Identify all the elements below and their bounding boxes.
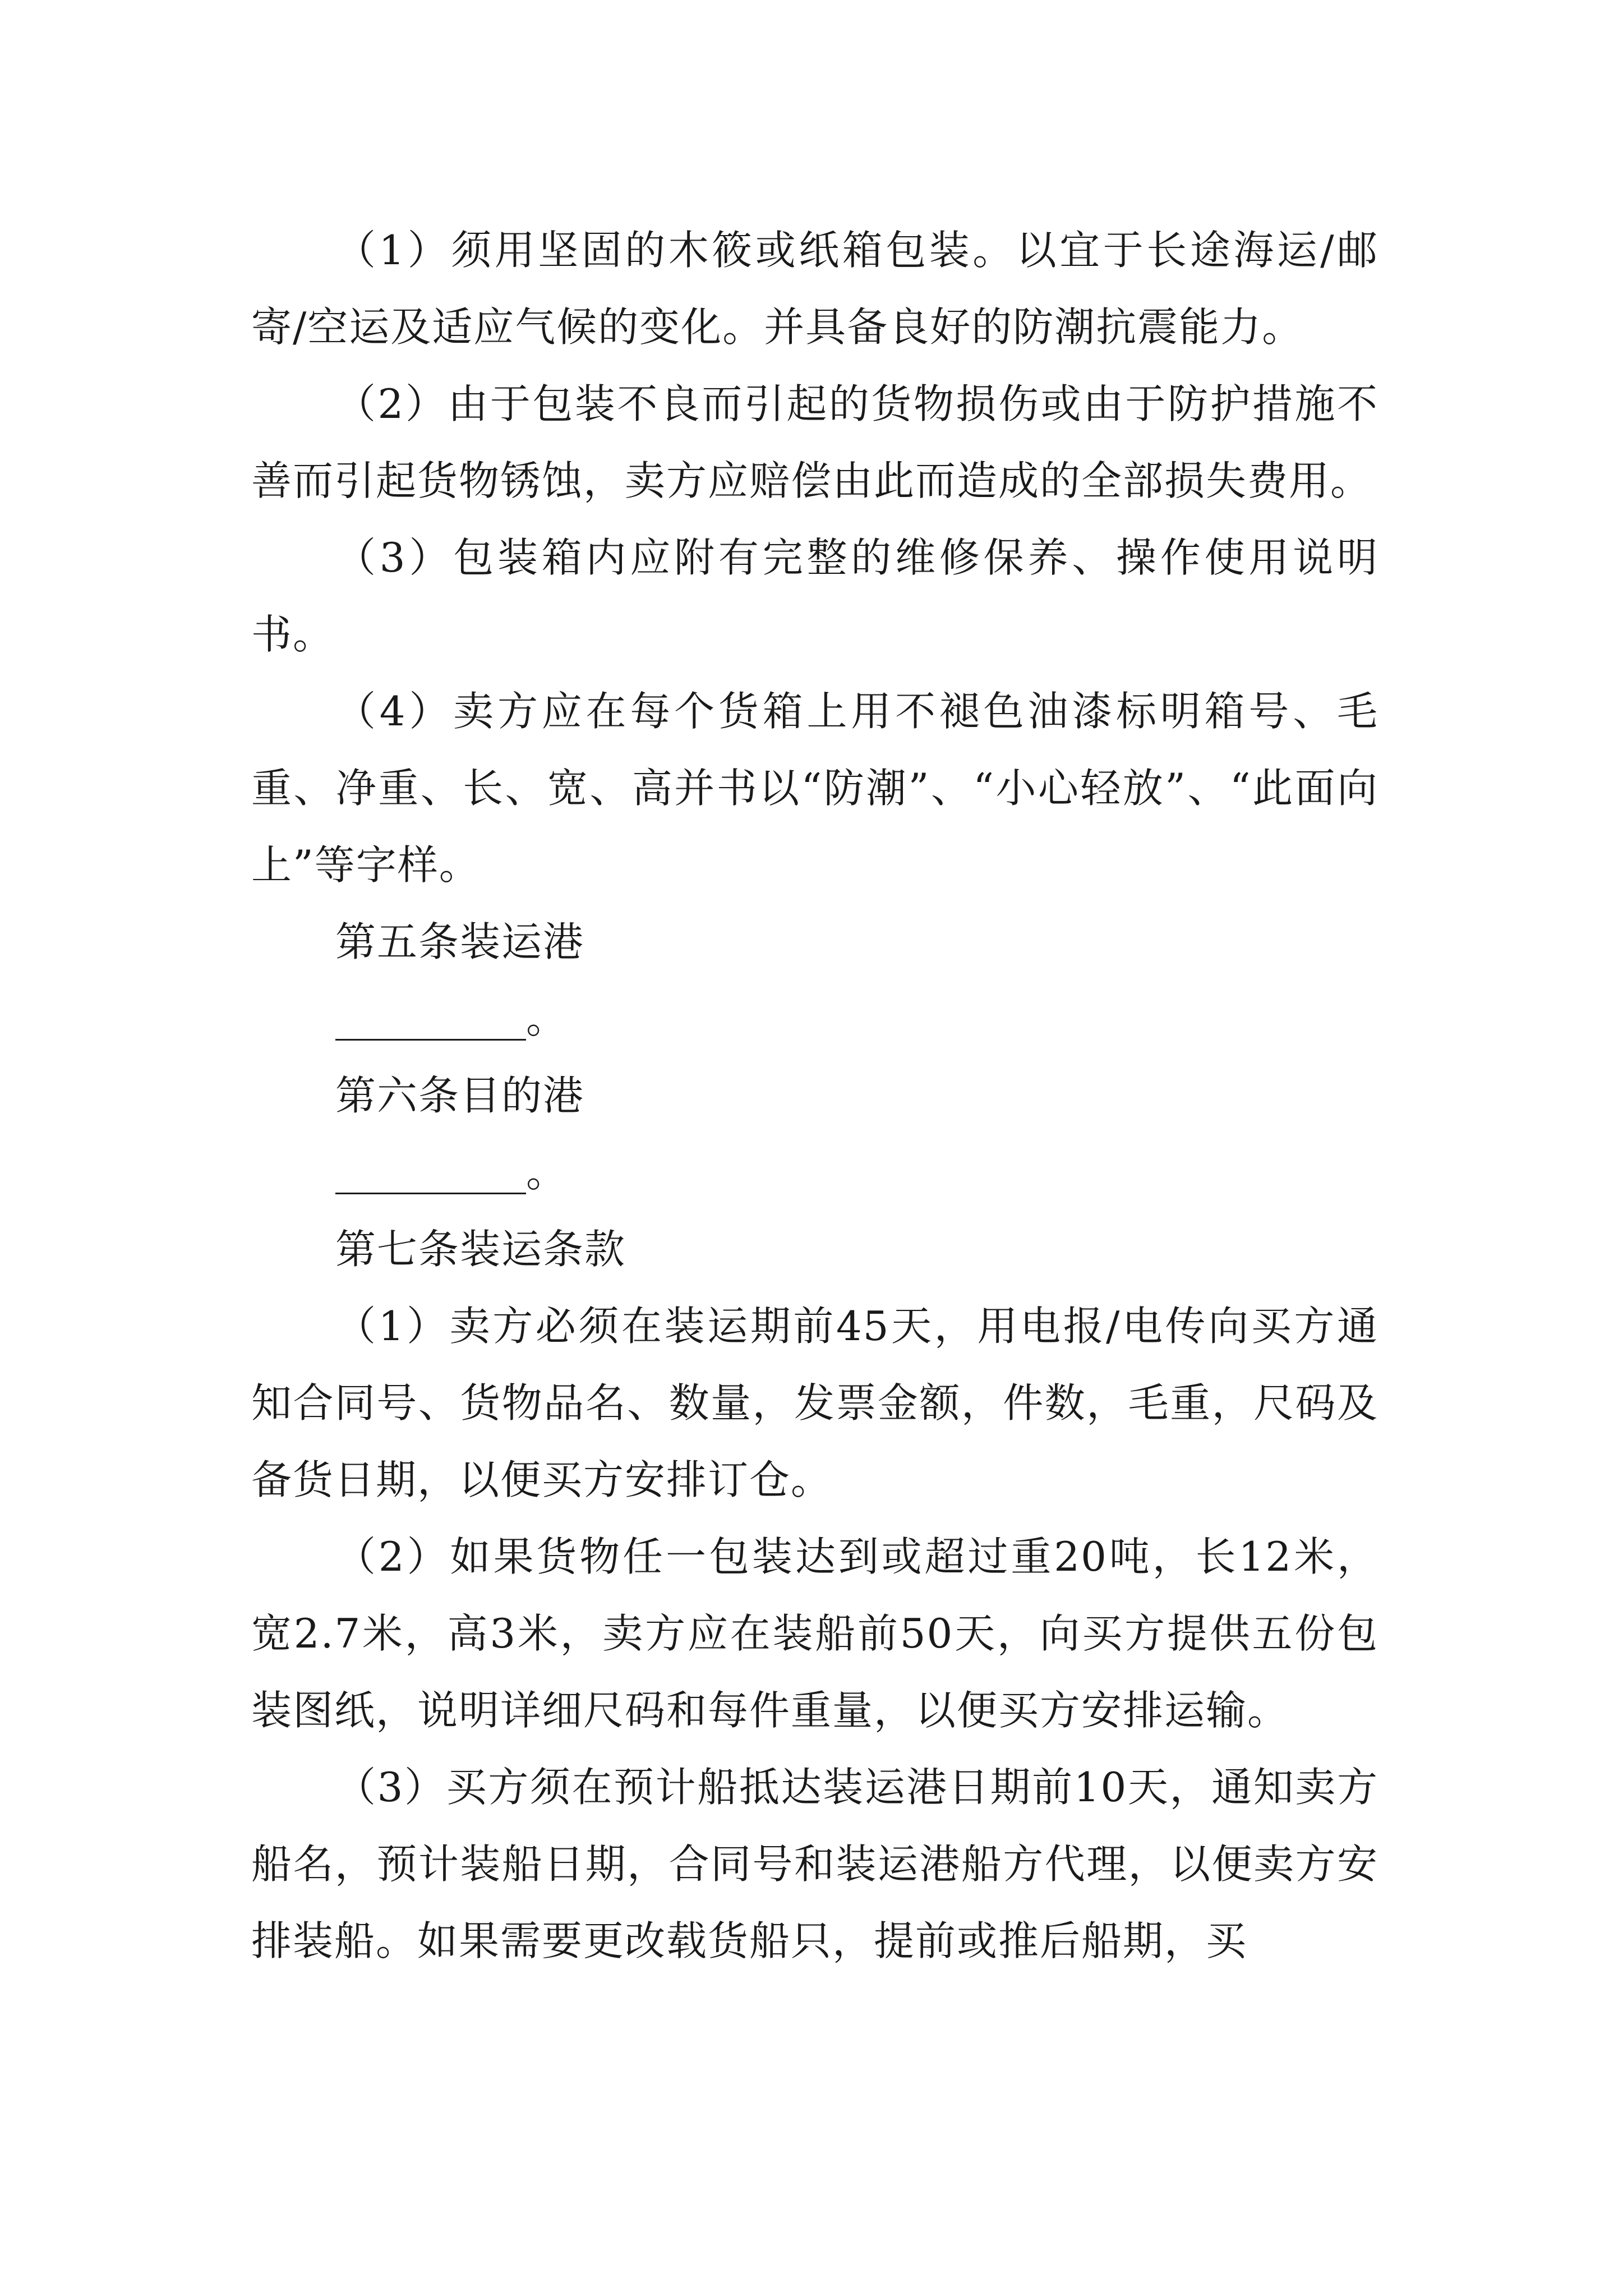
port-of-loading-blank[interactable] — [335, 981, 526, 1057]
port-of-loading-line — [251, 981, 1378, 1057]
port-of-loading-period: 。 — [526, 995, 568, 1042]
shipment-clause-2: （2）如果货物任一包装达到或超过重20吨，长12米，宽2.7米，高3米，卖方应在装船前50天，向买方提供五份包装图纸，说明详细尺码和每件重量，以便买方安排运输。 — [251, 1533, 1378, 1734]
packaging-clause-1: （1）须用坚固的木筱或纸箱包装。以宜于长途海运/邮寄/空运及适应气候的变化。并具备良好的防潮抗震能力。 — [251, 227, 1378, 351]
shipment-clause-1: （1）卖方必须在装运期前45天，用电报/电传向买方通知合同号、货物品名、数量，发票金额，件数，毛重，尺码及备货日期，以便买方安排订仓。 — [251, 1303, 1378, 1503]
packaging-clause-2: （2）由于包装不良而引起的货物损伤或由于防护措施不善而引起货物锈蚀，卖方应赔偿由此而造成的全部损失费用。 — [251, 380, 1378, 504]
article-6-heading: 第六条目的港 — [335, 1072, 585, 1119]
shipment-clause-3: （3）买方须在预计船抵达装运港日期前10天，通知卖方船名，预计装船日期，合同号和装运港船方代理，以便卖方安排装船。如果需要更改载货船只，提前或推后船期，买 — [251, 1764, 1378, 1964]
port-of-destination-line — [251, 1134, 1378, 1211]
port-of-destination-period: 。 — [526, 1149, 568, 1196]
article-7-heading: 第七条装运条款 — [335, 1226, 626, 1273]
document-body — [251, 212, 1378, 1980]
article-5-heading: 第五条装运港 — [335, 918, 585, 965]
packaging-clause-4: （4）卖方应在每个货箱上用不褪色油漆标明箱号、毛重、净重、长、宽、高并书以“防潮”、“小心轻放”、“此面向上”等字样。 — [251, 688, 1378, 889]
port-of-destination-blank[interactable] — [335, 1134, 526, 1211]
packaging-clause-3: （3）包装箱内应附有完整的维修保养、操作使用说明书。 — [251, 534, 1378, 658]
